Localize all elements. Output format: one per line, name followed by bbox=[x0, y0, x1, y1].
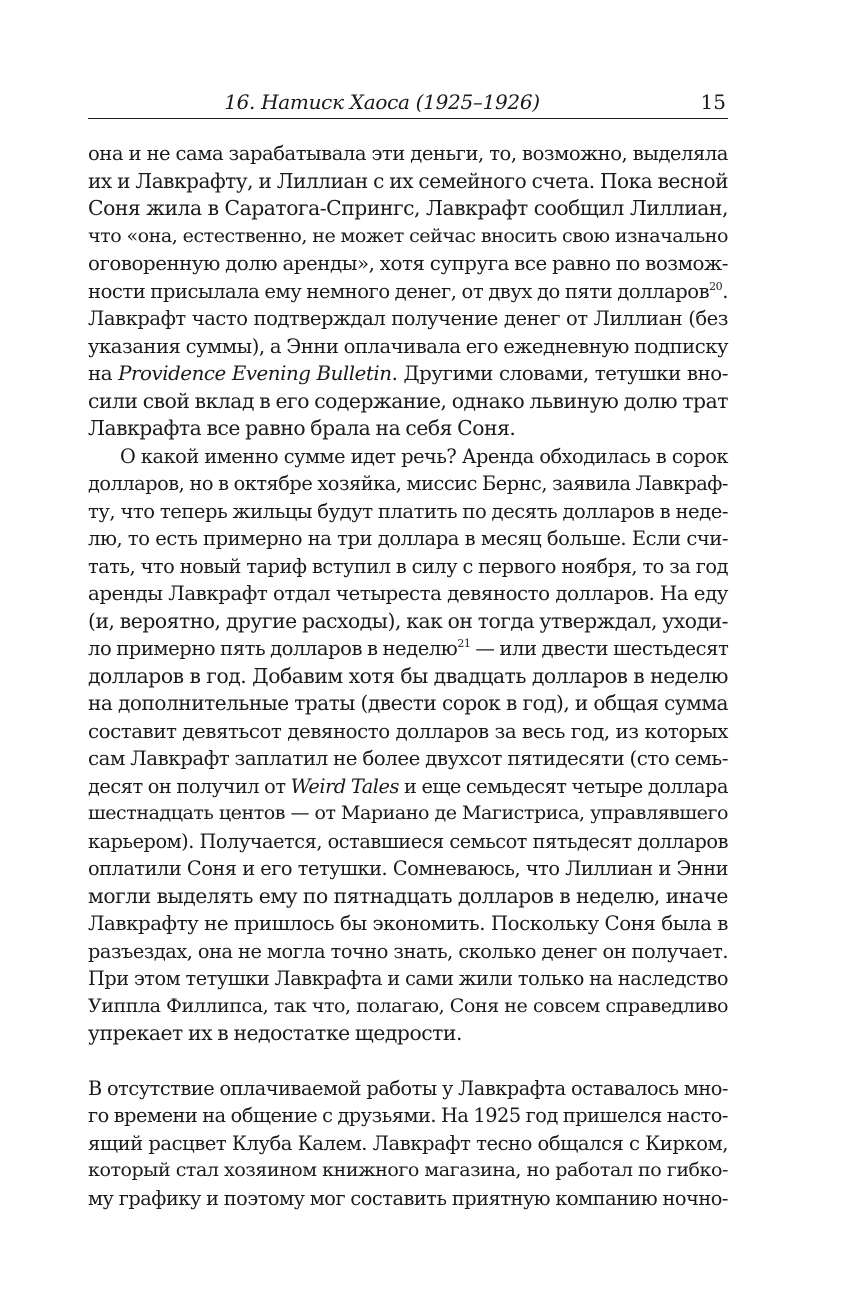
text-line: тать, что новый тариф вступил в силу с первого ноября, то за год bbox=[88, 554, 728, 578]
text-segment: и еще семьдесят четыре доллара bbox=[398, 774, 728, 798]
text-line: карьером). Получается, оставшиеся семьсот пятьдесят долларов bbox=[88, 829, 728, 853]
text-line: упрекает их в недостатке щедрости. bbox=[88, 1021, 462, 1045]
italic-title: Weird Tales bbox=[290, 774, 399, 798]
footnote-ref-20[interactable]: 20 bbox=[709, 279, 723, 293]
text-line: долларов в год. Добавим хотя бы двадцать долларов в неделю bbox=[88, 663, 728, 688]
text-line: на дополнительные траты (двести сорок в год), и общая сумма bbox=[88, 691, 728, 715]
text-line: оговоренную долю аренды», хотя супруга все равно по возмож- bbox=[88, 252, 728, 275]
text-line: который стал хозяином книжного магазина, но работал по гибко- bbox=[88, 1159, 728, 1181]
text-line: сили свой вклад в его содержание, однако львиную долю трат bbox=[88, 388, 728, 413]
page-number: 15 bbox=[700, 90, 726, 114]
text-line: сам Лавкрафт заплатил не более двухсот пятидесяти (сто семь- bbox=[88, 747, 728, 770]
text-line: Лавкрафта все равно брала на себя Соня. bbox=[88, 416, 516, 440]
running-title: 16. Натиск Хаоса (1925–1926) bbox=[224, 90, 540, 114]
text-line: го времени на общение с друзьями. На 1925 год пришелся насто- bbox=[88, 1104, 728, 1127]
text-line: Лавкрафт часто подтверждал получение денег от Лиллиан (без bbox=[88, 307, 728, 330]
text-line: могли выделять ему по пятнадцать долларов в неделю, иначе bbox=[88, 883, 728, 908]
text-segment: на bbox=[88, 362, 113, 385]
text-line: она и не сама зарабатывала эти деньги, то, возможно, выделяла bbox=[88, 142, 728, 165]
text-line: Уиппла Филлипса, так что, полагаю, Соня не совсем справедливо bbox=[88, 994, 728, 1017]
footnote-ref-21[interactable]: 21 bbox=[457, 637, 471, 650]
paragraph-2 bbox=[88, 443, 728, 1048]
text-line: ящий расцвет Клуба Калем. Лавкрафт тесно общался с Кирком, bbox=[88, 1131, 728, 1155]
text-segment: ло примерно пять долларов в неделю bbox=[88, 637, 458, 660]
text-line: шестнадцать центов — от Мариано де Магистриса, управлявшего bbox=[88, 802, 728, 824]
running-head bbox=[88, 88, 728, 119]
text-line: му графику и поэтому мог составить приятную компанию ночно- bbox=[88, 1186, 728, 1210]
text-line: (и, вероятно, другие расходы), как он тогда утверждал, уходи- bbox=[88, 608, 728, 633]
text-line: лю, то есть примерно на три доллара в месяц больше. Если счи- bbox=[88, 527, 728, 550]
text-line: разъездах, она не могла точно знать, сколько денег он получает. bbox=[88, 939, 728, 963]
text-line: Лавкрафту не пришлось бы экономить. Поскольку Соня была в bbox=[88, 912, 728, 935]
text-line bbox=[88, 635, 728, 663]
text-line: ту, что теперь жильцы будут платить по десять долларов в неде- bbox=[88, 499, 728, 523]
text-line bbox=[88, 278, 728, 306]
text-line: что «она, естественно, не может сейчас вносить свою изначально bbox=[88, 224, 728, 247]
paragraph-3 bbox=[88, 1075, 728, 1213]
text-line bbox=[88, 360, 728, 388]
paragraph-1 bbox=[88, 140, 728, 443]
text-line: долларов, но в октябре хозяйка, миссис Бернс, заявила Лавкраф- bbox=[88, 472, 728, 495]
text-line: их и Лавкрафту, и Лиллиан с их семейного счета. Пока весной bbox=[88, 168, 728, 193]
text-segment: . bbox=[722, 279, 728, 303]
text-segment: — или двести шестьдесят bbox=[470, 637, 729, 660]
text-line: О какой именно сумме идет речь? Аренда обходилась в сорок bbox=[120, 444, 728, 468]
text-segment: десят он получил от bbox=[88, 774, 286, 798]
text-line: указания суммы), а Энни оплачивала его ежедневную подписку bbox=[88, 334, 728, 358]
text-line: При этом тетушки Лавкрафта и сами жили только на наследство bbox=[88, 967, 728, 990]
text-segment: . Другими словами, тетушки вно- bbox=[391, 362, 728, 385]
text-line: Соня жила в Саратога-Спрингс, Лавкрафт сообщил Лиллиан, bbox=[88, 196, 728, 220]
section-break bbox=[88, 1048, 728, 1075]
text-line bbox=[88, 773, 728, 801]
text-line: аренды Лавкрафт отдал четыреста девяносто долларов. На еду bbox=[88, 582, 728, 605]
italic-title: Providence Evening Bulletin bbox=[118, 362, 392, 385]
text-line: оплатили Соня и его тетушки. Сомневаюсь, что Лиллиан и Энни bbox=[88, 857, 728, 880]
text-line: составит девятьсот девяносто долларов за весь год, из которых bbox=[88, 719, 728, 743]
text-line: В отсутствие оплачиваемой работы у Лавкрафта оставалось мно- bbox=[88, 1076, 728, 1100]
body-text bbox=[88, 140, 728, 1212]
text-segment: ности присылала ему немного денег, от двух до пяти долларов bbox=[88, 279, 710, 303]
